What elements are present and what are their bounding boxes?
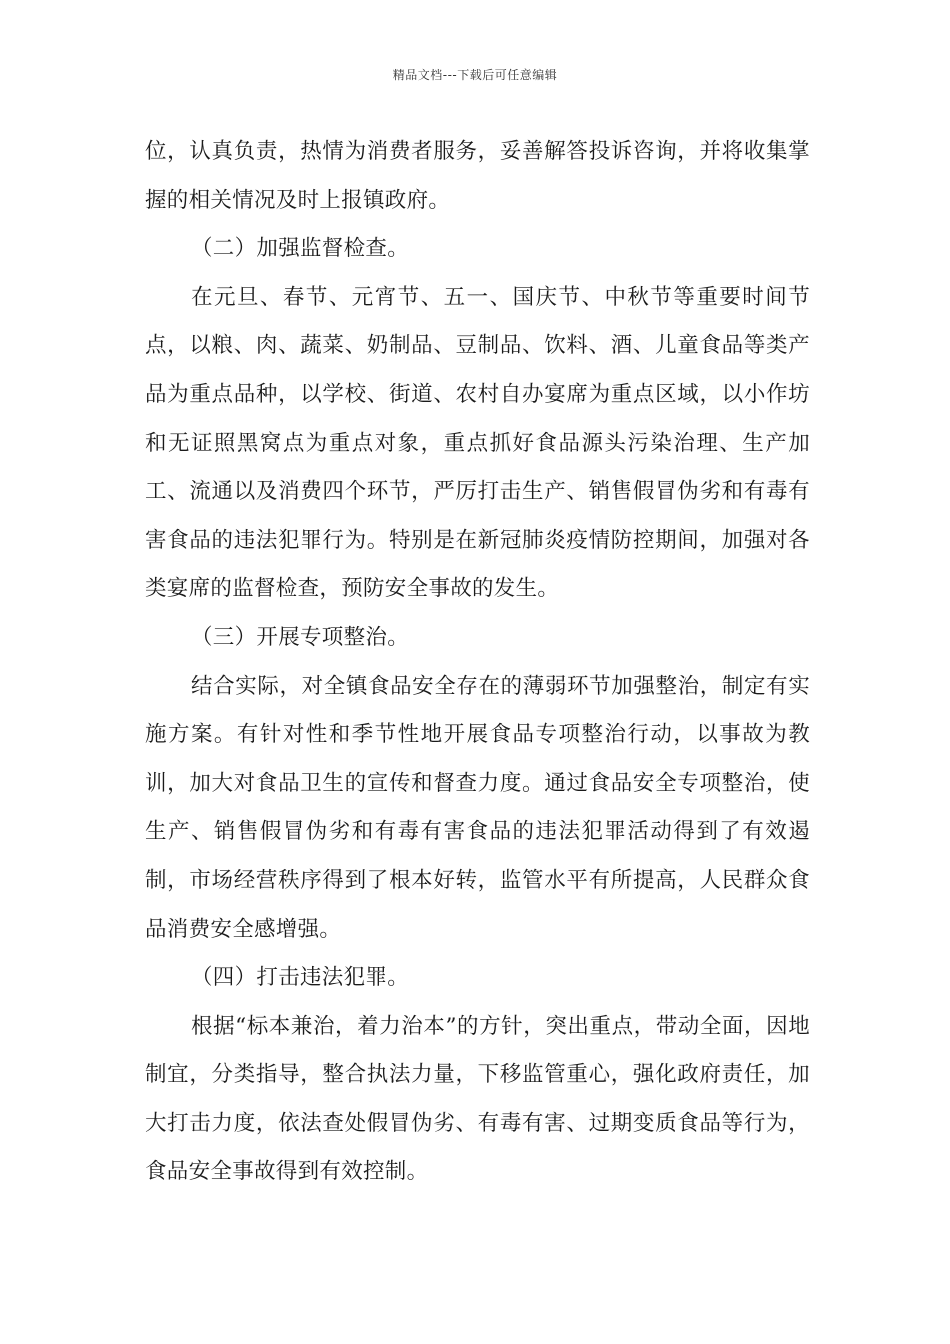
- paragraph-continuation: 位，认真负责，热情为消费者服务，妥善解答投诉咨询，并将收集掌握的相关情况及时上报镇政府。: [145, 139, 810, 213]
- section-heading-3: （三）开展专项整治。: [191, 624, 410, 650]
- paragraph-supervision: 在元旦、春节、元宵节、五一、国庆节、中秋节等重要时间节点，以粮、肉、蔬菜、奶制品、豆制品、饮料、酒、儿童食品等类产品为重点品种，以学校、街道、农村自办宴席为重点区域，以小作坊和无证照黑窝点为重点对象，重点抓好食品源头污染治理、生产加工、流通以及消费四个环节，严厉打击生产、销售假冒伪劣和有毒有害食品的违法犯罪行为。特别是在新冠肺炎疫情防控期间，加强对各类宴席的监督检查，预防安全事故的发生。: [145, 284, 810, 602]
- document-body: [145, 128, 810, 1197]
- section-heading-2: （二）加强监督检查。: [191, 236, 410, 262]
- section-heading-4: （四）打击违法犯罪。: [191, 965, 410, 991]
- page-header: 精品文档---下载后可任意编辑: [392, 68, 558, 82]
- paragraph-rectification: 结合实际，对全镇食品安全存在的薄弱环节加强整治，制定有实施方案。有针对性和季节性地开展食品专项整治行动，以事故为教训，加大对食品卫生的宣传和督查力度。通过食品安全专项整治，使生产、销售假冒伪劣和有毒有害食品的违法犯罪活动得到了有效遏制，市场经营秩序得到了根本好转，监管水平有所提高，人民群众食品消费安全感增强。: [145, 673, 810, 942]
- paragraph-crackdown: 根据“标本兼治，着力治本”的方针，突出重点，带动全面，因地制宜，分类指导，整合执法力量，下移监管重心，强化政府责任，加大打击力度，依法查处假冒伪劣、有毒有害、过期变质食品等行为，食品安全事故得到有效控制。: [145, 1013, 810, 1185]
